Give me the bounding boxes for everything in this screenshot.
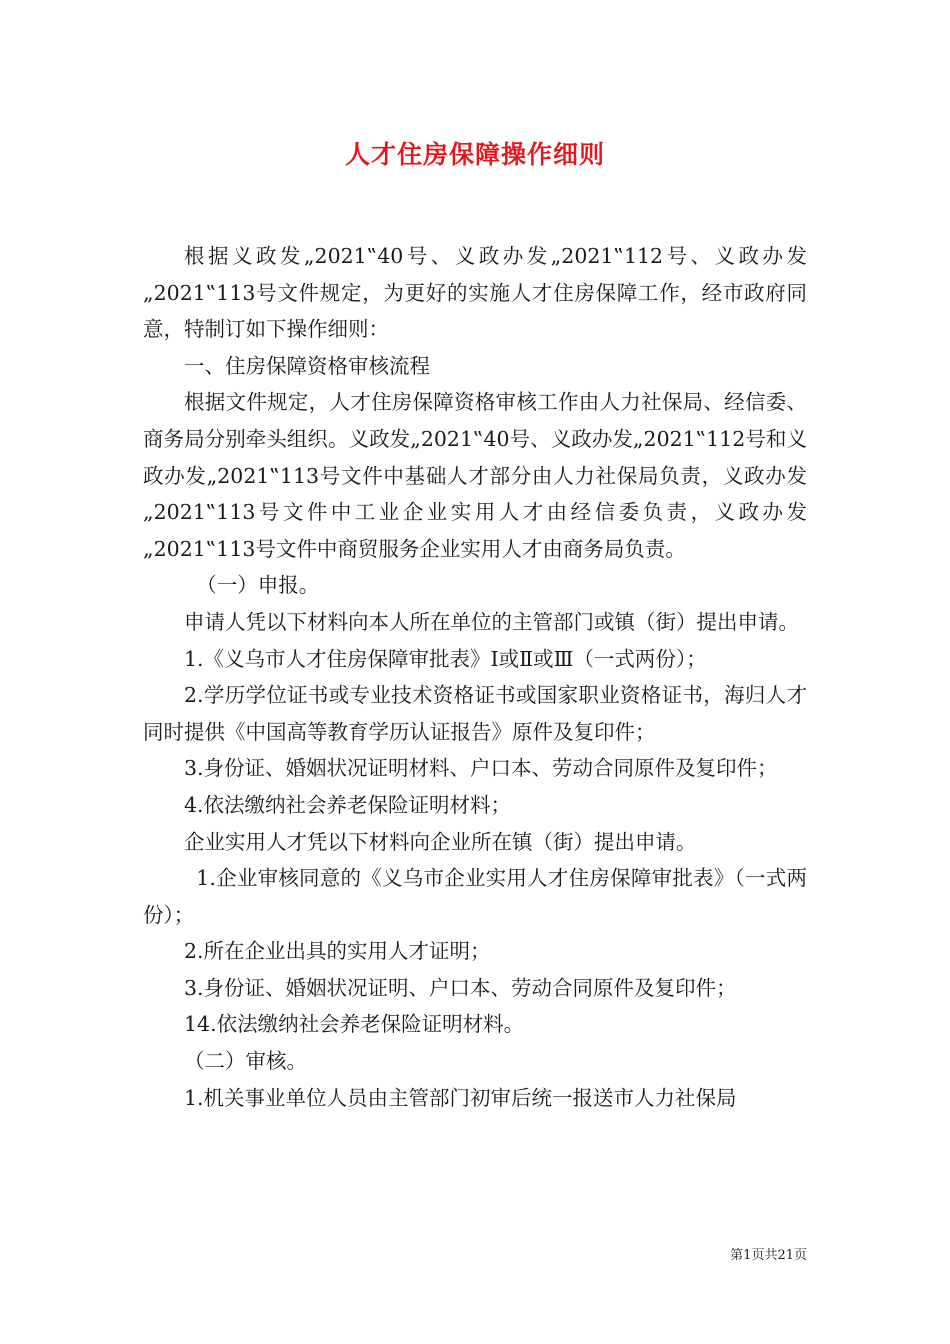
document-body <box>143 238 807 1116</box>
list-item: 4.依法缴纳社会养老保险证明材料； <box>184 792 512 817</box>
section-heading-1: 一、住房保障资格审核流程 <box>184 353 430 378</box>
intro-paragraph: 根据义政发„2021‟40号、义政办发„2021‟112号、义政办发„2021‟113号文件规定，为更好的实施人才住房保障工作，经市政府同意，特制订如下操作细则： <box>143 244 807 342</box>
section-1-paragraph: 根据文件规定，人才住房保障资格审核工作由人力社保局、经信委、商务局分别牵头组织。义政发„2021‟40号、义政办发„2021‟112号和义政办发„2021‟113号文件中基础人才部分由人力社保局负责，义政办发„2021‟113号文件中工业企业实用人才由经信委负责，义政办发„2021‟113号文件中商贸服务企业实用人才由商务局负责。 <box>143 390 807 561</box>
list-item: 2.学历学位证书或专业技术资格证书或国家职业资格证书，海归人才同时提供《中国高等教育学历认证报告》原件及复印件； <box>143 683 807 744</box>
declare-paragraph: 申请人凭以下材料向本人所在单位的主管部门或镇（街）提出申请。 <box>184 609 799 634</box>
list-item: 3.身份证、婚姻状况证明材料、户口本、劳动合同原件及复印件； <box>184 756 778 781</box>
subsection-heading-declare: （一）申报。 <box>196 573 320 598</box>
list-item: 1.企业审核同意的《义乌市企业实用人才住房保障审批表》（一式两份）； <box>143 866 807 927</box>
subsection-heading-review: （二）审核。 <box>184 1049 307 1074</box>
page-number: 第1页共21页 <box>730 1248 807 1263</box>
enterprise-paragraph: 企业实用人才凭以下材料向企业所在镇（街）提出申请。 <box>184 829 697 854</box>
document-title: 人才住房保障操作细则 <box>344 140 605 169</box>
list-item: 1.《义乌市人才住房保障审批表》Ⅰ或Ⅱ或Ⅲ（一式两份）； <box>184 646 707 671</box>
list-item: 1.机关事业单位人员由主管部门初审后统一报送市人力社保局 <box>184 1085 737 1110</box>
list-item: 2.所在企业出具的实用人才证明； <box>184 939 491 964</box>
list-item: 3.身份证、婚姻状况证明、户口本、劳动合同原件及复印件； <box>184 975 737 1000</box>
list-item: 14.依法缴纳社会养老保险证明材料。 <box>184 1012 525 1037</box>
